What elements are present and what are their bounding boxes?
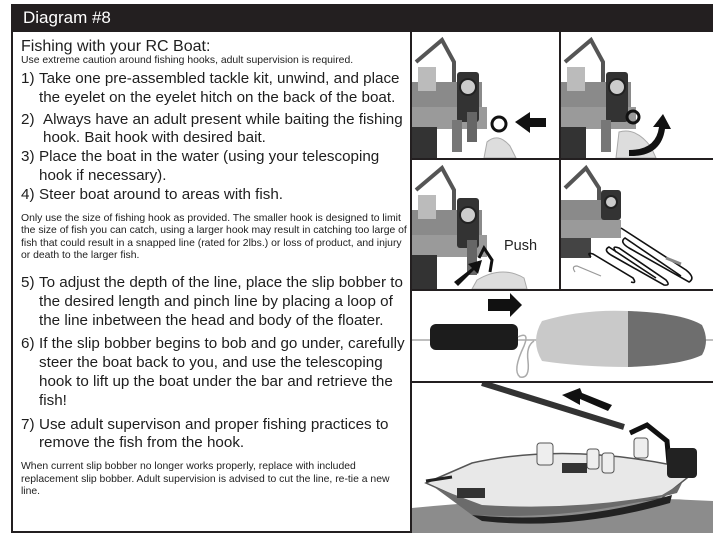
instructions-column [21, 38, 411, 499]
step-5 [21, 274, 411, 330]
step-text: To adjust the depth of the line, place the slip bobber to the desired length and pinch line by placing a loop of the line inbetween the head and body of the floater. [39, 273, 403, 329]
push-label: Push [504, 238, 538, 254]
replacement-note: When current slip bobber no longer works properly, replace with included replacement slip bobber. Adult supervision is advised to cut the line, re-tie a new line. [21, 461, 390, 498]
step-text: Use adult supervison and proper fishing practices to remove the fish from the hook. [39, 415, 389, 452]
section-title: Fishing with your RC Boat: [21, 38, 211, 55]
arrow-left-icon [515, 112, 546, 133]
diagram-header [11, 4, 713, 32]
step-text: Steer boat around to areas with fish. [39, 185, 283, 203]
step-text: Take one pre-assembled tackle kit, unwind, and place the eyelet on the eyelet hitch on the back of the boat. [39, 70, 400, 106]
step-text: Place the boat in the water (using your telescoping hook if necessary). [39, 148, 380, 184]
step-number: 2) [21, 110, 35, 128]
step-3 [21, 148, 411, 186]
figure-slip-bobber [412, 291, 713, 381]
step-2 [21, 111, 411, 149]
hook-size-note: Only use the size of fishing hook as provided. The smaller hook is designed to limit the size of fish you can catch, using a larger hook may result in catching too large of fish that could result in a snapped line (rated for 2lbs.) or loss of product, and injury or death to the larger fish. [21, 212, 407, 262]
step-number: 3) [21, 148, 35, 166]
step-number: 1) [21, 70, 35, 87]
step-number: 5) [21, 273, 35, 291]
step-7 [21, 416, 411, 454]
step-6 [21, 335, 411, 410]
step-number: 4) [21, 185, 35, 203]
figure-push-eyelet [412, 160, 559, 289]
figure-retrieve-boat [412, 383, 713, 533]
figure-lock-eyelet [561, 32, 713, 158]
arrow-right-icon [488, 293, 522, 317]
figure-line-unwound [561, 160, 713, 289]
figure-attach-eyelet [412, 32, 559, 158]
step-number: 6) [21, 335, 35, 353]
step-text: Always have an adult present while baiting the fishing hook. Bait hook with desired bait. [43, 110, 403, 147]
step-text: If the slip bobber begins to bob and go under, carefully steer the boat back to you, and use the telescoping hook to lift up the boat under the bar and retrieve the fish! [39, 335, 405, 409]
diagram-title: Diagram #8 [23, 8, 111, 27]
step-4 [21, 186, 411, 205]
safety-warning: Use extreme caution around fishing hooks, adult supervision is required. [21, 55, 354, 66]
step-number: 7) [21, 415, 35, 433]
step-1 [21, 70, 411, 108]
